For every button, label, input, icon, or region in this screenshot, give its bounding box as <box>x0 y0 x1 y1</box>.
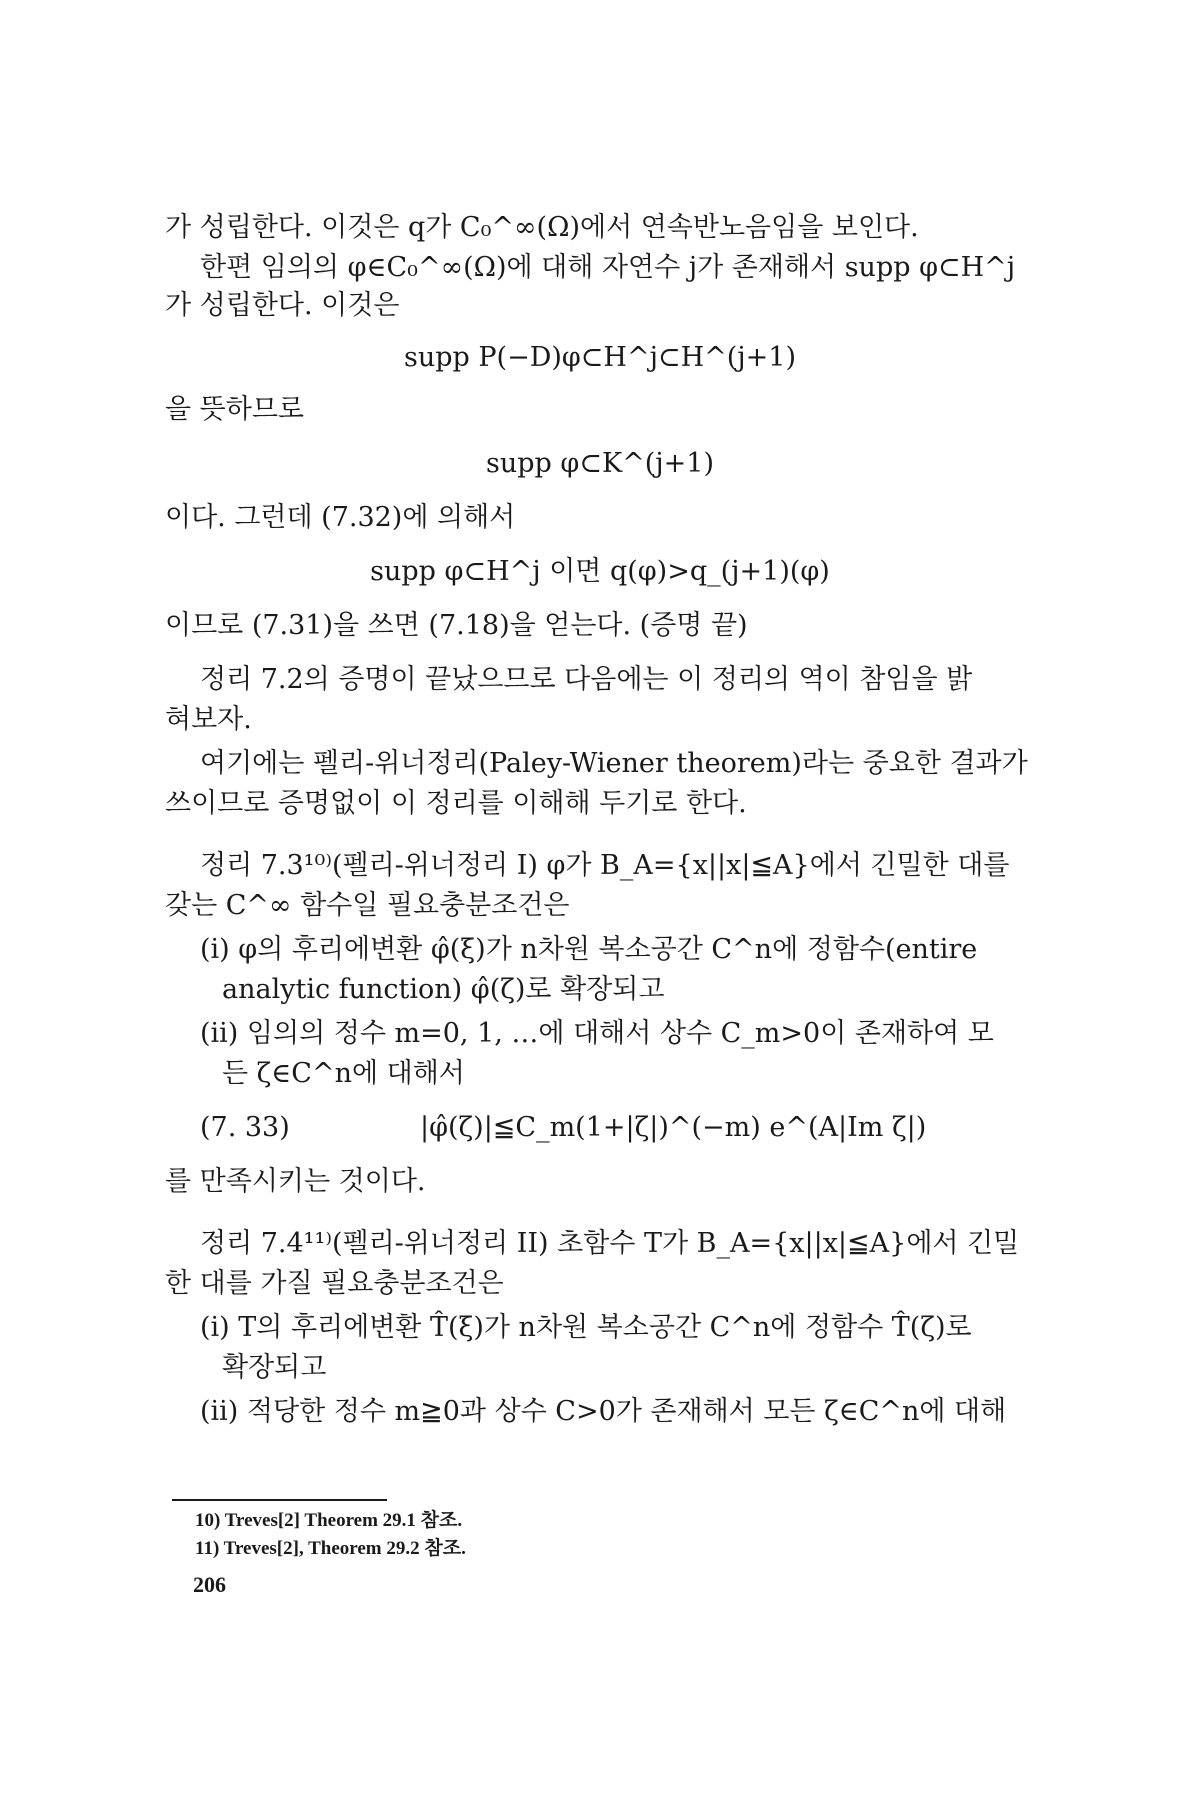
text-line: 한 대를 가질 필요충분조건은 <box>165 1268 504 1299</box>
page-number: 206 <box>193 1572 226 1597</box>
text-line: 갖는 C^∞ 함수일 필요충분조건은 <box>165 890 570 921</box>
text-line: 여기에는 펠리-위너정리(Paley-Wiener theorem)라는 중요한 결과가 <box>200 748 1028 779</box>
theorem-heading: 정리 7.3¹⁰⁾(펠리-위너정리 I) φ가 B_A={x||x|≦A}에서 긴밀한 대를 <box>200 850 1010 881</box>
list-item: (i) T의 후리에변환 T̂(ξ)가 n차원 복소공간 C^n에 정함수 T̂(ζ)로 <box>200 1312 972 1343</box>
text-line: 이다. 그런데 (7.32)에 의해서 <box>165 502 516 533</box>
text-line: 을 뜻하므로 <box>165 394 304 425</box>
display-equation: supp φ⊂K^(j+1) <box>486 448 714 479</box>
display-equation: |φ̂(ζ)|≦C_m(1+|ζ|)^(−m) e^(A|Im ζ|) <box>420 1112 927 1143</box>
list-item: (ii) 적당한 정수 m≧0과 상수 C>0가 존재해서 모든 ζ∈C^n에 대해 <box>200 1396 1007 1427</box>
text-line: 쓰이므로 증명없이 이 정리를 이해해 두기로 한다. <box>165 788 747 819</box>
list-item: (i) φ의 후리에변환 φ̂(ξ)가 n차원 복소공간 C^n에 정함수(entire <box>200 934 978 965</box>
text-line: 한편 임의의 φ∈C₀^∞(Ω)에 대해 자연수 j가 존재해서 supp φ⊂H^j <box>200 252 1016 283</box>
text-line: 가 성립한다. 이것은 <box>165 290 400 321</box>
theorem-heading: 정리 7.4¹¹⁾(펠리-위너정리 II) 초함수 T가 B_A={x||x|≦A}에서 긴밀 <box>200 1228 1020 1259</box>
footnote: 10) Treves[2] Theorem 29.1 참조. <box>195 1510 463 1531</box>
display-equation: supp φ⊂H^j 이면 q(φ)>q_(j+1)(φ) <box>370 556 830 587</box>
text-line: 가 성립한다. 이것은 q가 C₀^∞(Ω)에서 연속반노음임을 보인다. <box>165 212 919 243</box>
text-line: analytic function) φ̂(ζ)로 확장되고 <box>222 974 665 1005</box>
display-equation: supp P(−D)φ⊂H^j⊂H^(j+1) <box>403 342 796 373</box>
text-line: 정리 7.2의 증명이 끝났으므로 다음에는 이 정리의 역이 참임을 밝 <box>200 664 973 695</box>
text-line: 확장되고 <box>222 1352 327 1383</box>
list-item: (ii) 임의의 정수 m=0, 1, …에 대해서 상수 C_m>0이 존재하여 모 <box>200 1018 994 1049</box>
footnote: 11) Treves[2], Theorem 29.2 참조. <box>195 1538 466 1559</box>
text-line: 혀보자. <box>165 704 252 735</box>
text-line: 든 ζ∈C^n에 대해서 <box>222 1058 465 1089</box>
text-line: 를 만족시키는 것이다. <box>165 1166 426 1197</box>
footnote-rule <box>172 1499 387 1501</box>
text-line: 이므로 (7.31)을 쓰면 (7.18)을 얻는다. (증명 끝) <box>165 610 748 641</box>
equation-number: (7. 33) <box>200 1112 290 1143</box>
